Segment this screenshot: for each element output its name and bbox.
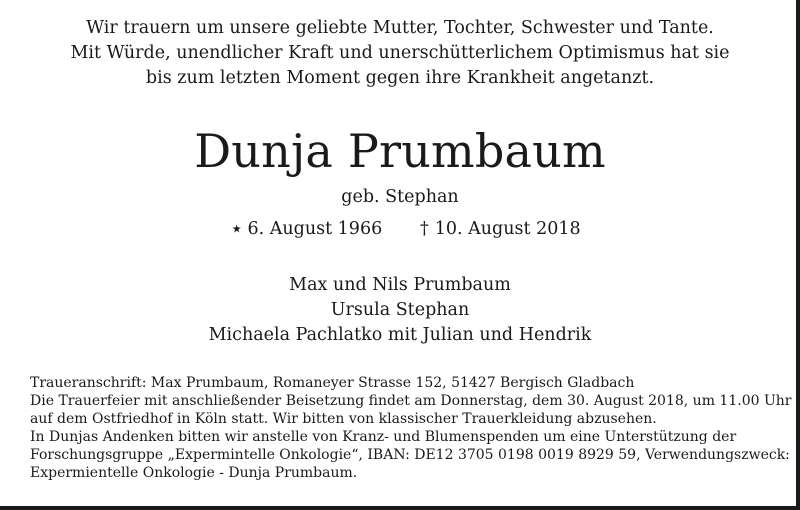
mourning-address: Traueranschrift: Max Prumbaum, Romaneyer Strasse 152, 51427 Bergisch Gladbach — [30, 375, 635, 391]
intro-line: Mit Würde, unendlicher Kraft und unerschütterlichem Optimismus hat sie — [70, 43, 730, 63]
donation-info-line: In Dunjas Andenken bitten wir anstelle von Kranz- und Blumenspenden um eine Unterstützung der — [30, 429, 737, 445]
details-block — [30, 374, 792, 482]
maiden-name: geb. Stephan — [341, 187, 459, 207]
mourner: Max und Nils Prumbaum — [289, 275, 511, 295]
mourners-list — [0, 273, 800, 348]
intro-line: bis zum letzten Moment gegen ihre Krankheit angetanzt. — [145, 68, 655, 88]
death-date-group — [420, 216, 581, 242]
funeral-info-line: auf dem Ostfriedhof in Köln statt. Wir bitten von klassischer Trauerkleidung abzusehen. — [30, 411, 657, 427]
donation-info-line: Forschungsgruppe „Expermintelle Onkologie“, IBAN: DE12 3705 0198 0019 8929 59, Verwendungszweck: — [30, 447, 790, 463]
birth-star-icon: ⭑ — [232, 219, 242, 239]
frame-border-bottom — [0, 506, 800, 510]
death-date: 10. August 2018 — [434, 219, 581, 239]
intro-line: Wir trauern um unsere geliebte Mutter, Tochter, Schwester und Tante. — [86, 18, 714, 38]
birth-date-group — [232, 216, 382, 242]
deceased-name: Dunja Prumbaum — [194, 124, 606, 178]
mourner: Ursula Stephan — [330, 300, 470, 320]
intro-text — [0, 16, 800, 91]
mourner: Michaela Pachlatko mit Julian und Hendrik — [208, 325, 592, 345]
funeral-info-line: Die Trauerfeier mit anschließender Beisetzung findet am Donnerstag, dem 30. August 2018, um 11.00 Uhr — [30, 393, 792, 409]
donation-info-line: Expermientelle Onkologie - Dunja Prumbaum. — [30, 465, 358, 481]
death-cross-icon: † — [420, 219, 429, 239]
life-dates — [0, 216, 800, 242]
birth-date: 6. August 1966 — [247, 219, 383, 239]
